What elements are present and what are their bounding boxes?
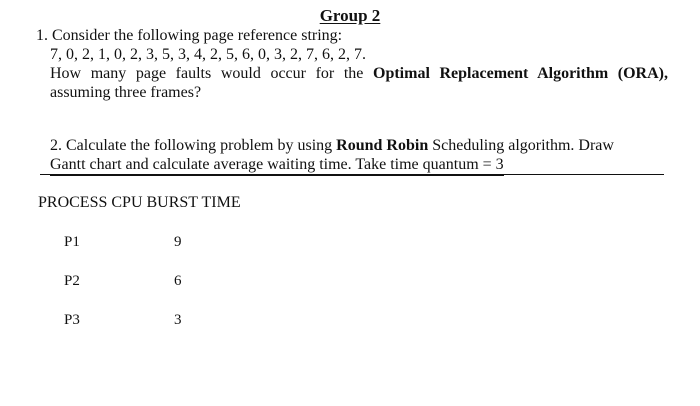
question-1 (36, 26, 668, 102)
question-1-frames: assuming three frames? (50, 84, 202, 101)
burst-time: 9 (174, 234, 182, 250)
question-2-line-2: Gantt chart and calculate average waiting time. Take time quantum = 3 (50, 155, 504, 176)
question-1-intro: 1. Consider the following page reference string: (36, 27, 343, 44)
burst-time: 3 (174, 312, 182, 328)
question-1-prompt (36, 64, 668, 83)
page-title: Group 2 (319, 6, 381, 25)
question-1-algorithm: Optimal Replacement Algorithm (ORA), (373, 65, 668, 82)
burst-time: 6 (174, 273, 182, 289)
process-name: P3 (64, 312, 80, 328)
question-1-prompt-text: How many page faults would occur for the (50, 65, 373, 82)
question-2-algorithm: Round Robin (336, 137, 429, 154)
process-name: P2 (64, 273, 80, 289)
question-2-prefix: 2. Calculate the following problem by using (50, 137, 337, 154)
question-2 (50, 136, 670, 176)
question-2-suffix: Scheduling algorithm. Draw (428, 137, 614, 154)
process-table-header: PROCESS CPU BURST TIME (38, 194, 241, 211)
page-reference-string: 7, 0, 2, 1, 0, 2, 3, 5, 3, 4, 2, 5, 6, 0, 3, 2, 7, 6, 2, 7. (50, 46, 366, 63)
question-2-line-1 (50, 136, 670, 155)
process-name: P1 (64, 234, 80, 250)
divider (40, 174, 664, 175)
